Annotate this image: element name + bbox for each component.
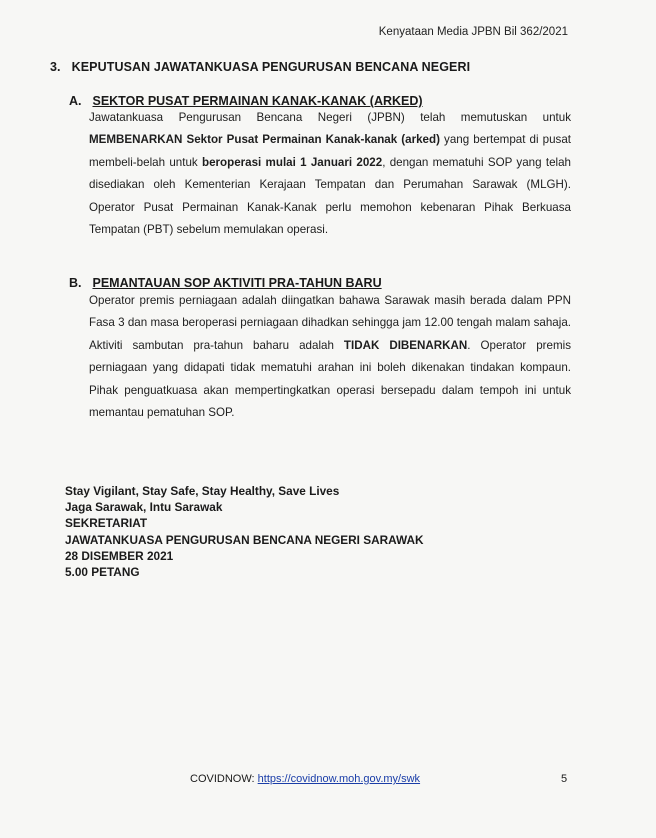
subsection-a-paragraph	[89, 107, 571, 241]
release-date: 28 DISEMBER 2021	[65, 548, 174, 563]
section-title: KEPUTUSAN JAWATANKUASA PENGURUSAN BENCANA NEGERI	[71, 60, 471, 74]
emphasis-text: TIDAK DIBENARKAN	[343, 338, 468, 352]
release-time: 5.00 PETANG	[65, 565, 140, 580]
paragraph-text: . Operator premis perniagaan yang didapati tidak mematuhi arahan ini boleh dikenakan tindakan kompaun. Pihak penguatkuasa akan mempertingkatkan operasi bersepadu dalam tempoh ini untuk memantau pematuhan SOP.	[89, 338, 572, 420]
emphasis-text: beroperasi mulai 1 Januari 2022	[201, 155, 383, 169]
paragraph-text: yang bertempat di pusat membeli-belah untuk	[89, 133, 571, 169]
paragraph-text: , dengan mematuhi SOP yang telah disediakan oleh Kementerian Kerajaan Tempatan dan Perumahan Sarawak (MLGH). Operator Pusat Permainan Kanak-Kanak perlu memohon kebenaran Pihak Berkuasa Tempatan (PBT) sebelum memulakan operasi.	[89, 155, 571, 237]
subsection-a-title: SEKTOR PUSAT PERMAINAN KANAK-KANAK (ARKED)	[92, 94, 423, 108]
paragraph-text: Operator premis perniagaan adalah diingatkan bahawa Sarawak masih berada dalam PPN Fasa 3 dan masa beroperasi perniagaan dihadkan sehingga jam 12.00 tengah malam sahaja. Aktiviti sambutan pra-tahun baharu adalah	[89, 294, 571, 352]
committee-name: JAWATANKUASA PENGURUSAN BENCANA NEGERI SARAWAK	[65, 532, 424, 547]
section-heading	[50, 60, 470, 74]
closing-block	[65, 483, 424, 580]
subsection-b-paragraph	[89, 290, 571, 424]
subsection-a-heading	[69, 94, 423, 108]
footer-label: COVIDNOW:	[190, 773, 258, 785]
section-number: 3.	[50, 60, 61, 74]
subsection-b-heading	[69, 276, 382, 290]
subsection-b-letter: B.	[69, 276, 82, 290]
slogan-line: Stay Vigilant, Stay Safe, Stay Healthy, Save Lives	[65, 484, 340, 498]
covidnow-link[interactable]: https://covidnow.moh.gov.my/swk	[257, 773, 421, 785]
subsection-b-title: PEMANTAUAN SOP AKTIVITI PRA-TAHUN BARU	[92, 276, 382, 290]
page-number: 5	[561, 773, 568, 785]
slogan-line: Jaga Sarawak, Intu Sarawak	[65, 500, 223, 515]
footer	[190, 773, 420, 785]
subsection-a-letter: A.	[69, 94, 82, 108]
secretariat-label: SEKRETARIAT	[65, 516, 148, 531]
paragraph-text: Jawatankuasa Pengurusan Bencana Negeri (JPBN) telah memutuskan untuk	[89, 111, 571, 124]
emphasis-text: MEMBENARKAN Sektor Pusat Permainan Kanak-kanak (arked)	[89, 133, 440, 147]
document-reference: Kenyataan Media JPBN Bil 362/2021	[378, 26, 568, 38]
